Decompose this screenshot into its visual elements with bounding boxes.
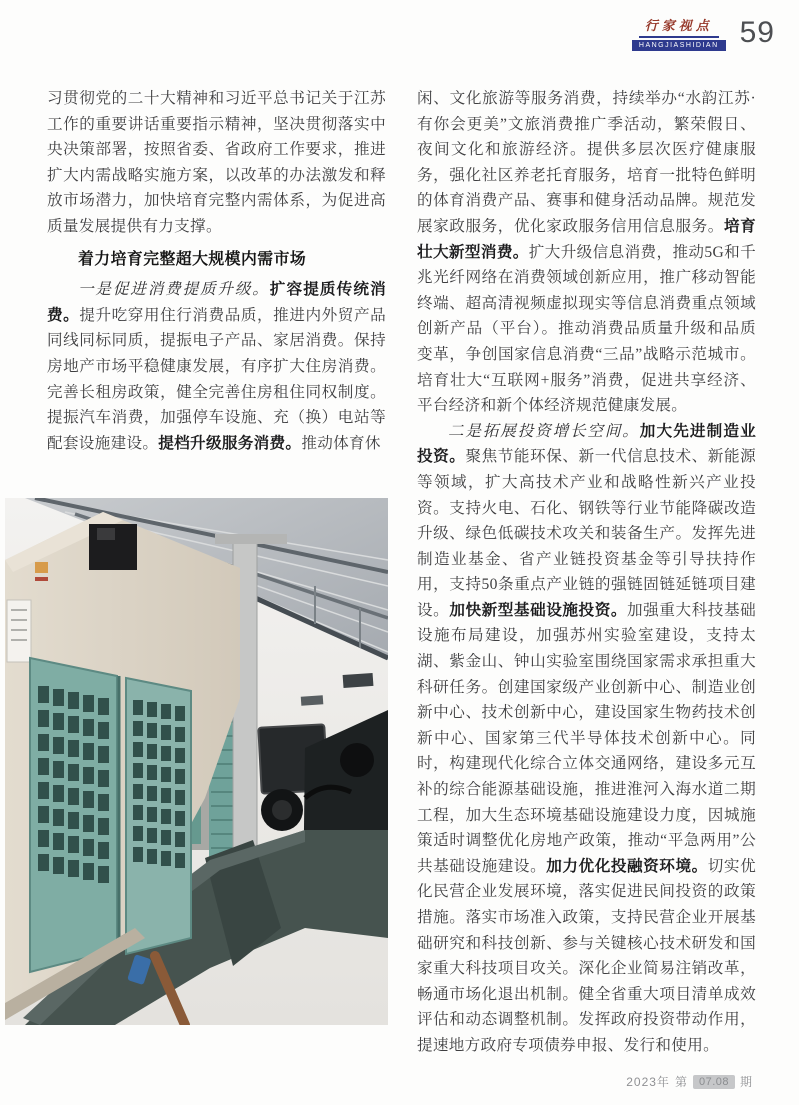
paragraph-continuation: 习贯彻党的二十大精神和习近平总书记关于江苏工作的重要讲话重要指示精神，坚决贯彻落实中央决策部署，按照省委、省政府工作要求，推进扩大内需战略实施方案，以改革的办法激发和释放市场潜力，加快培育完整内需体系，为促进高质量发展提供有力支撑。 — [47, 90, 386, 235]
text-run: 切实优化民营企业发展环境，落实促进民间投资的政策措施。落实市场准入政策，支持民营企业开展基础研究和科技创新、参与关键核心技术研发和国家重大科技项目攻关。深化企业简易注销改革，畅通市场化退出机制。健全省重大项目清单成效评估和动态调整机制。发挥政府投资带动作用，提速地方政府专项债券申报、发行和使用。 — [417, 857, 756, 1054]
article-column-right — [417, 86, 756, 1059]
footer-issue-number: 07.08 — [693, 1075, 735, 1089]
text-run: 提档升级服务消费。 — [158, 434, 302, 452]
workshop-photo — [5, 498, 388, 1025]
footer-issue-prefix: 第 — [674, 1075, 688, 1089]
text-run: 加大先进制造业投资。 — [417, 422, 757, 466]
column-title: 行家视点 — [639, 20, 719, 38]
section-heading: 着力培育完整超大规模内需市场 — [78, 250, 307, 268]
page-header — [632, 12, 775, 51]
text-run: 闲、文化旅游等服务消费，持续举办“水韵江苏·有你会更美”文旅消费推广季活动，繁荣假日、夜间文化和旅游经济。提供多层次医疗健康服务，强化社区养老托育服务，培育一批特色鲜明的体育消费产品、赛事和健身活动品牌。规范发展家政服务，优化家政服务信用信息服务。 — [417, 90, 756, 235]
footer-issue-suffix: 期 — [739, 1075, 753, 1089]
text-run: 加快新型基础设施投资。 — [449, 601, 628, 619]
wall-window — [343, 673, 374, 688]
column-banner — [632, 20, 726, 51]
paragraph-consumption-cont — [417, 86, 756, 419]
text-run: 加力优化投融资环境。 — [546, 857, 708, 875]
text-run: 加强重大科技基础设施布局建设，加强苏州实验室建设，支持太湖、紫金山、钟山实验室围绕国家需求承担重大科研任务。创建国家级产业创新中心、制造业创新中心、技术创新中心，建设国家生物药技术创新中心、国家第三代半导体技术创新中心。同时，构建现代化综合立体交通网络，建设多元互补的综合能源基础设施，推进淮河入海水道二期工程，加大生态环境基础设施建设力度，因城施策适时调整优化房地产政策，推动“平急两用”公共基础设施建设。 — [417, 601, 756, 875]
text-run: 推动体育休 — [301, 434, 381, 452]
page-number: 59 — [739, 16, 775, 49]
text-run: 扩大升级信息消费，推动5G和千兆光纤网络在消费领域创新应用，推广移动智能终端、超高清视频虚拟现实等信息消费重点领域创新产品（平台）。推动消费品质量升级和品质变革，争创国家信息消费“三品”战略示范城市。培育壮大“互联网+服务”消费，促进共享经济、平台经济和新个体经济规范健康发展。 — [417, 243, 756, 415]
text-run: 扩容提质传统消费。 — [47, 281, 387, 324]
paragraph-investment — [417, 419, 756, 1059]
paragraph-consumption — [47, 277, 386, 456]
article-column-left — [47, 86, 386, 456]
text-run: 聚焦节能环保、新一代信息技术、新能源等领域，扩大高技术产业和战略性新兴产业投资。支持火电、石化、钢铁等行业节能降碳改造升级、绿色低碳技术攻关和装备生产。发挥先进制造业基金、省产业链投资基金等引导扶持作用，支持50条重点产业链的强链固链延链项目建设。 — [417, 448, 756, 619]
text-run: 提升吃穿用住行消费品质，推进内外贸产品同线同标同质，提振电子产品、家居消费。保持房地产市场平稳健康发展，有序扩大住房消费。完善长租房政策，健全完善住房租住同权制度。提振汽车消费，加强停车设施、充（换）电站等配套设施建设。 — [47, 306, 386, 452]
wall-window — [301, 695, 324, 706]
footer-issue-info — [626, 1073, 753, 1090]
text-run: 二是拓展投资增长空间。 — [448, 422, 640, 440]
column-title-latin: HANGJIASHIDIAN — [632, 40, 726, 51]
text-run: 培育壮大新型消费。 — [417, 217, 757, 261]
footer-year: 2023年 — [626, 1075, 670, 1089]
text-run: 一是促进消费提质升级。 — [78, 281, 270, 299]
